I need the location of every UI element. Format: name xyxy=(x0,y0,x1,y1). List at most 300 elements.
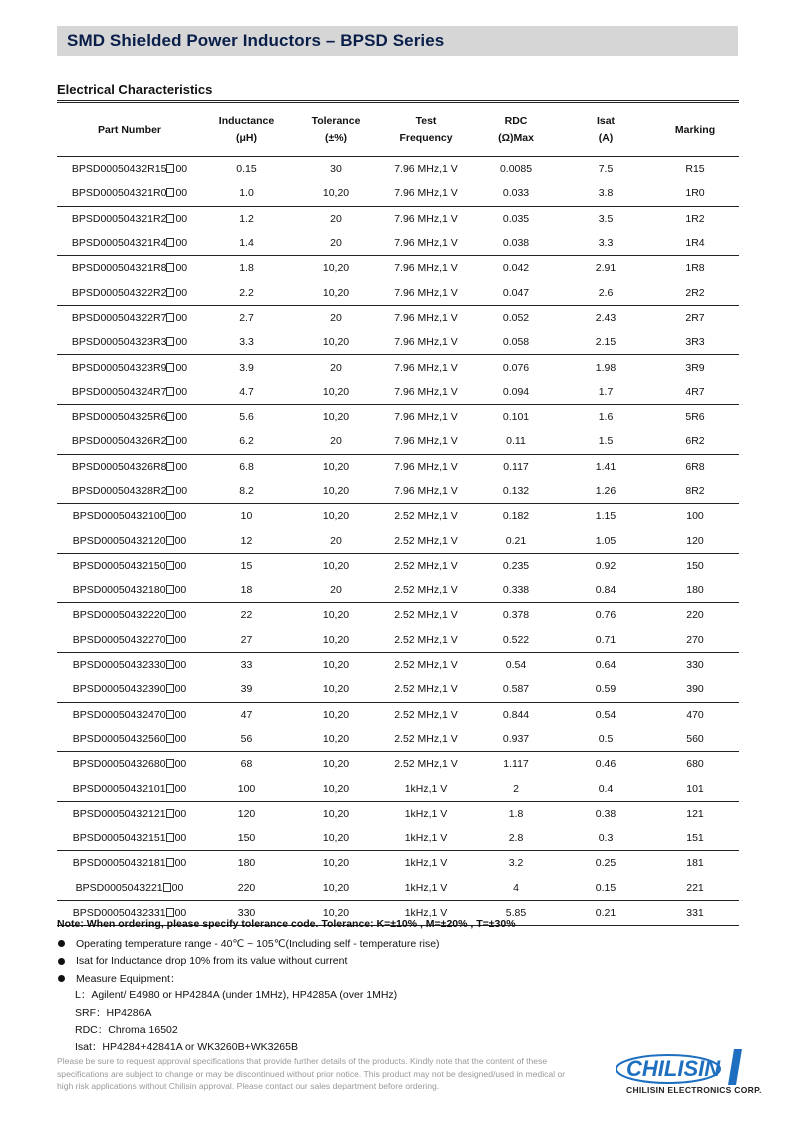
part-number-suffix: 00 xyxy=(175,311,188,324)
table-body xyxy=(57,157,739,926)
part-number-cell xyxy=(57,801,202,826)
tolerance-code-box-icon xyxy=(166,387,174,396)
bullet-dot-icon xyxy=(58,975,65,982)
part-number-prefix: BPSD000504324R7 xyxy=(71,385,167,398)
cell-freq: 2.52 MHz,1 V xyxy=(381,578,471,603)
column-header xyxy=(202,104,291,157)
cell-mark: 331 xyxy=(651,900,739,925)
table-row xyxy=(57,801,739,826)
cell-isat: 0.84 xyxy=(561,578,651,603)
tolerance-code-box-icon xyxy=(166,635,174,644)
cell-freq: 7.96 MHz,1 V xyxy=(394,262,458,275)
tolerance-code-box-icon xyxy=(166,710,174,719)
cell-ind: 56 xyxy=(202,727,291,752)
cell-ind: 180 xyxy=(237,857,256,870)
tolerance-code-box-icon xyxy=(166,858,174,867)
cell-isat: 0.64 xyxy=(595,659,617,672)
cell-freq: 2.52 MHz,1 V xyxy=(394,758,458,771)
cell-ind: 2.2 xyxy=(202,280,291,305)
part-number-suffix: 00 xyxy=(175,385,188,398)
cell-freq: 2.52 MHz,1 V xyxy=(381,727,471,752)
column-header-unit: (±%) xyxy=(324,132,348,144)
cell-ind: 220 xyxy=(202,876,291,901)
part-number-suffix: 00 xyxy=(174,782,187,795)
section-divider xyxy=(57,100,739,103)
section-title: Electrical Characteristics xyxy=(57,82,213,97)
cell-isat: 1.05 xyxy=(561,528,651,553)
column-header xyxy=(651,104,739,157)
part-number-prefix: BPSD00050432100 xyxy=(72,510,166,523)
part-number-prefix: BPSD00050432220 xyxy=(72,609,166,622)
cell-tol: 10,20 xyxy=(291,181,381,206)
cell-rdc: 0.235 xyxy=(502,559,530,572)
cell-freq: 2.52 MHz,1 V xyxy=(394,510,458,523)
part-number-suffix: 00 xyxy=(175,163,188,176)
part-number-cell xyxy=(57,727,202,752)
column-header-label: RDC xyxy=(504,115,528,127)
part-number-prefix: BPSD000504323R9 xyxy=(71,361,167,374)
tolerance-code-box-icon xyxy=(166,313,174,322)
cell-mark: 330 xyxy=(686,659,704,672)
cell-ind: 3.3 xyxy=(202,330,291,355)
cell-rdc: 0.058 xyxy=(471,330,561,355)
table-row xyxy=(57,504,739,529)
cell-tol: 10,20 xyxy=(291,900,381,925)
part-number-prefix: BPSD00050432560 xyxy=(72,732,166,745)
part-number-prefix: BPSD000504321R8 xyxy=(71,262,167,275)
table-row xyxy=(57,876,739,901)
tolerance-code-box-icon xyxy=(166,684,174,693)
table-row xyxy=(57,380,739,405)
part-number-suffix: 00 xyxy=(174,633,187,646)
part-number-suffix: 00 xyxy=(175,237,188,250)
part-number-suffix: 00 xyxy=(175,286,188,299)
cell-rdc: 4 xyxy=(471,876,561,901)
cell-tol: 20 xyxy=(330,361,342,374)
part-number-cell xyxy=(57,206,202,231)
column-header-unit: (μH) xyxy=(236,132,257,144)
cell-tol: 10,20 xyxy=(291,280,381,305)
part-number-suffix: 00 xyxy=(175,460,188,473)
part-number-prefix: BPSD00050432180 xyxy=(72,584,166,597)
cell-mark: 390 xyxy=(651,677,739,702)
cell-rdc: 0.038 xyxy=(471,231,561,256)
part-number-prefix: BPSD000504325R6 xyxy=(71,411,167,424)
tolerance-code-box-icon xyxy=(166,214,174,223)
cell-isat: 3.8 xyxy=(561,181,651,206)
tolerance-code-box-icon xyxy=(166,238,174,247)
cell-rdc: 0.11 xyxy=(471,429,561,454)
part-number-cell xyxy=(57,355,202,380)
cell-tol: 10,20 xyxy=(291,380,381,405)
table-row xyxy=(57,429,739,454)
cell-ind: 3.9 xyxy=(239,361,254,374)
cell-isat: 0.15 xyxy=(561,876,651,901)
part-number-suffix: 00 xyxy=(174,907,187,920)
tolerance-code-box-icon xyxy=(166,734,174,743)
tolerance-code-box-icon xyxy=(166,363,174,372)
table-row xyxy=(57,181,739,206)
cell-rdc: 1.8 xyxy=(508,807,524,820)
column-header-label: Tolerance xyxy=(311,115,361,127)
note-bullet xyxy=(57,970,747,987)
disclaimer-line: Please be sure to request approval specifications that provide further details of the products. Kindly note that the content of these xyxy=(57,1056,548,1066)
cell-ind: 4.7 xyxy=(202,380,291,405)
cell-ind: 47 xyxy=(240,708,253,721)
cell-ind: 39 xyxy=(202,677,291,702)
cell-rdc: 0.035 xyxy=(502,212,530,225)
cell-isat: 0.21 xyxy=(561,900,651,925)
document-title: SMD Shielded Power Inductors – BPSD Series xyxy=(67,31,445,50)
cell-isat: 0.76 xyxy=(595,609,617,622)
cell-mark: 680 xyxy=(686,758,704,771)
part-number-prefix: BPSD00050432390 xyxy=(72,683,166,696)
tolerance-code-box-icon xyxy=(166,833,174,842)
cell-freq: 7.96 MHz,1 V xyxy=(394,163,458,176)
cell-freq: 1kHz,1 V xyxy=(381,876,471,901)
column-header-label: Isat xyxy=(596,115,616,127)
cell-ind: 6.8 xyxy=(239,460,254,473)
table-row xyxy=(57,479,739,504)
part-number-prefix: BPSD00050432330 xyxy=(72,659,166,672)
column-header-unit: (Ω)Max xyxy=(498,132,534,144)
cell-isat: 2.6 xyxy=(561,280,651,305)
part-number-suffix: 00 xyxy=(175,485,188,497)
cell-freq: 7.96 MHz,1 V xyxy=(381,380,471,405)
tolerance-code-box-icon xyxy=(166,263,174,272)
part-number-prefix: BPSD000504326R2 xyxy=(71,435,167,448)
cell-mark: 1R2 xyxy=(685,212,705,225)
part-number-cell xyxy=(57,876,202,901)
part-number-cell xyxy=(57,578,202,603)
tolerance-code-box-icon xyxy=(166,486,174,495)
tolerance-code-box-icon xyxy=(163,883,171,892)
part-number-prefix: BPSD00050432151 xyxy=(72,832,166,845)
cell-isat: 1.7 xyxy=(561,380,651,405)
cell-tol: 10,20 xyxy=(291,876,381,901)
part-number-cell xyxy=(57,851,202,876)
cell-rdc: 5.85 xyxy=(471,900,561,925)
disclaimer-line: high risk applications without Chilisin approval. Please contact our sales department before ordering. xyxy=(57,1081,440,1091)
table-row xyxy=(57,677,739,702)
part-number-prefix: BPSD00050432680 xyxy=(72,758,166,771)
cell-rdc: 0.0085 xyxy=(499,163,533,176)
column-header xyxy=(471,104,561,157)
part-number-suffix: 00 xyxy=(171,881,184,894)
cell-isat: 0.54 xyxy=(595,708,617,721)
table-row xyxy=(57,528,739,553)
column-header-label: Inductance xyxy=(218,115,275,127)
cell-freq: 7.96 MHz,1 V xyxy=(394,212,458,225)
part-number-prefix: BPSD000504321R4 xyxy=(71,237,167,250)
cell-ind: 22 xyxy=(240,609,253,622)
cell-ind: 33 xyxy=(240,659,253,672)
cell-freq: 2.52 MHz,1 V xyxy=(394,708,458,721)
cell-tol: 10,20 xyxy=(322,807,350,820)
cell-freq: 7.96 MHz,1 V xyxy=(381,231,471,256)
cell-rdc: 0.937 xyxy=(471,727,561,752)
cell-mark: 8R2 xyxy=(651,479,739,504)
cell-freq: 1kHz,1 V xyxy=(381,826,471,851)
tolerance-code-box-icon xyxy=(166,784,174,793)
part-number-prefix: BPSD00050432R15 xyxy=(71,163,167,176)
table-row xyxy=(57,355,739,380)
part-number-suffix: 00 xyxy=(175,336,188,349)
cell-mark: 3R9 xyxy=(685,361,705,374)
table-row xyxy=(57,628,739,653)
part-number-cell xyxy=(57,181,202,206)
cell-isat: 0.5 xyxy=(561,727,651,752)
ordering-note: Note: When ordering, please specify tolerance code. Tolerance: K=±10% , M=±20% , T=±30% xyxy=(57,918,516,930)
cell-tol: 10,20 xyxy=(322,460,350,473)
cell-tol: 20 xyxy=(291,528,381,553)
cell-rdc: 0.844 xyxy=(502,708,530,721)
cell-tol: 20 xyxy=(291,429,381,454)
part-number-suffix: 00 xyxy=(175,212,188,225)
cell-mark: 1R8 xyxy=(685,262,705,275)
cell-ind: 8.2 xyxy=(202,479,291,504)
cell-freq: 7.96 MHz,1 V xyxy=(381,429,471,454)
cell-isat: 0.38 xyxy=(595,807,617,820)
company-name: CHILISIN ELECTRONICS CORP. xyxy=(626,1085,762,1095)
cell-tol: 20 xyxy=(330,311,342,324)
cell-freq: 7.96 MHz,1 V xyxy=(394,411,458,424)
cell-rdc: 0.378 xyxy=(502,609,530,622)
part-number-cell xyxy=(57,330,202,355)
cell-freq: 7.96 MHz,1 V xyxy=(381,181,471,206)
part-number-suffix: 00 xyxy=(174,807,187,820)
cell-rdc: 0.052 xyxy=(502,311,530,324)
part-number-prefix: BPSD000504323R3 xyxy=(71,336,167,349)
cell-mark: 150 xyxy=(686,559,704,572)
part-number-suffix: 00 xyxy=(175,435,188,448)
part-number-prefix: BPSD00050432101 xyxy=(72,782,166,795)
column-header xyxy=(57,104,202,157)
cell-tol: 10,20 xyxy=(322,758,350,771)
cell-mark: 4R7 xyxy=(651,380,739,405)
equipment-item: Isat：HP4284+42841A or WK3260B+WK3265B xyxy=(75,1041,298,1054)
disclaimer xyxy=(57,1055,617,1093)
part-number-cell xyxy=(57,454,202,479)
tolerance-code-box-icon xyxy=(166,536,174,545)
cell-mark: 470 xyxy=(686,708,704,721)
part-number-prefix: BPSD00050432331 xyxy=(72,907,166,920)
cell-freq: 7.96 MHz,1 V xyxy=(381,280,471,305)
part-number-cell xyxy=(57,553,202,578)
part-number-cell xyxy=(57,677,202,702)
cell-tol: 20 xyxy=(291,231,381,256)
column-header-unit: (A) xyxy=(598,132,614,144)
part-number-suffix: 00 xyxy=(174,832,187,845)
cell-freq: 1kHz,1 V xyxy=(381,776,471,801)
part-number-cell xyxy=(57,826,202,851)
part-number-cell xyxy=(57,776,202,801)
cell-ind: 150 xyxy=(202,826,291,851)
part-number-suffix: 00 xyxy=(174,534,187,547)
tolerance-code-box-icon xyxy=(166,511,174,520)
cell-isat: 0.3 xyxy=(561,826,651,851)
cell-rdc: 0.522 xyxy=(471,628,561,653)
cell-freq: 7.96 MHz,1 V xyxy=(394,460,458,473)
note-bullet-text: Operating temperature range - 40℃ ~ 105℃(Including self - temperature rise) xyxy=(76,937,440,950)
cell-tol: 10,20 xyxy=(322,411,350,424)
cell-freq: 2.52 MHz,1 V xyxy=(394,559,458,572)
cell-mark: 120 xyxy=(651,528,739,553)
part-number-cell xyxy=(57,479,202,504)
column-header-label: Marking xyxy=(674,123,716,136)
table-row xyxy=(57,553,739,578)
cell-mark: R15 xyxy=(685,163,705,176)
cell-isat: 0.4 xyxy=(561,776,651,801)
part-number-prefix: BPSD00050432121 xyxy=(72,807,166,820)
cell-tol: 10,20 xyxy=(322,708,350,721)
cell-freq: 2.52 MHz,1 V xyxy=(394,609,458,622)
cell-isat: 1.26 xyxy=(561,479,651,504)
cell-mark: 101 xyxy=(651,776,739,801)
cell-tol: 20 xyxy=(291,578,381,603)
note-bullet-text: Measure Equipment： xyxy=(76,972,181,985)
part-number-suffix: 00 xyxy=(174,708,187,721)
part-number-cell xyxy=(57,603,202,628)
tolerance-code-box-icon xyxy=(166,412,174,421)
cell-mark: 1R0 xyxy=(651,181,739,206)
table-row xyxy=(57,330,739,355)
column-header-unit: Frequency xyxy=(399,132,453,144)
cell-isat: 1.6 xyxy=(598,411,614,424)
cell-isat: 0.59 xyxy=(561,677,651,702)
logo-wordmark: CHILISIN xyxy=(626,1056,721,1081)
tolerance-code-box-icon xyxy=(166,188,174,197)
cell-mark: 181 xyxy=(686,857,704,870)
tolerance-code-box-icon xyxy=(166,164,174,173)
cell-rdc: 0.54 xyxy=(505,659,527,672)
part-number-cell xyxy=(57,652,202,677)
cell-ind: 100 xyxy=(202,776,291,801)
cell-mark: 100 xyxy=(686,510,704,523)
cell-rdc: 1.117 xyxy=(503,758,529,771)
cell-isat: 0.92 xyxy=(595,559,617,572)
equipment-item: RDC：Chroma 16502 xyxy=(75,1023,178,1036)
part-number-suffix: 00 xyxy=(174,609,187,622)
cell-mark: 560 xyxy=(651,727,739,752)
cell-mark: 2R2 xyxy=(651,280,739,305)
part-number-cell xyxy=(57,702,202,727)
part-number-prefix: BPSD000504328R2 xyxy=(71,485,167,497)
cell-ind: 1.4 xyxy=(202,231,291,256)
cell-ind: 68 xyxy=(240,758,253,771)
cell-ind: 5.6 xyxy=(239,411,254,424)
part-number-prefix: BPSD00050432270 xyxy=(72,633,166,646)
cell-isat: 1.5 xyxy=(561,429,651,454)
cell-freq: 2.52 MHz,1 V xyxy=(381,628,471,653)
cell-isat: 2.43 xyxy=(595,311,617,324)
cell-tol: 10,20 xyxy=(322,559,350,572)
cell-freq: 2.52 MHz,1 V xyxy=(394,659,458,672)
cell-ind: 12 xyxy=(202,528,291,553)
table-row xyxy=(57,256,739,281)
table-row xyxy=(57,454,739,479)
column-header xyxy=(381,104,471,157)
cell-freq: 2.52 MHz,1 V xyxy=(381,528,471,553)
cell-rdc: 0.047 xyxy=(471,280,561,305)
cell-ind: 1.8 xyxy=(239,262,254,275)
part-number-cell xyxy=(57,504,202,529)
cell-tol: 10,20 xyxy=(322,659,350,672)
cell-tol: 10,20 xyxy=(322,510,350,523)
equipment-item: L：Agilent/ E4980 or HP4284A (under 1MHz), HP4285A (over 1MHz) xyxy=(75,989,398,1002)
tolerance-code-box-icon xyxy=(166,288,174,297)
tolerance-code-box-icon xyxy=(166,585,174,594)
cell-rdc: 2 xyxy=(471,776,561,801)
cell-rdc: 0.101 xyxy=(502,411,530,424)
part-number-cell xyxy=(57,280,202,305)
tolerance-code-box-icon xyxy=(166,759,174,768)
cell-freq: 7.96 MHz,1 V xyxy=(394,361,458,374)
part-number-suffix: 00 xyxy=(174,659,187,672)
cell-ind: 10 xyxy=(240,510,253,523)
part-number-suffix: 00 xyxy=(175,187,188,200)
cell-mark: 270 xyxy=(651,628,739,653)
cell-rdc: 0.117 xyxy=(503,460,529,473)
document-title-bar xyxy=(57,26,738,56)
part-number-suffix: 00 xyxy=(174,683,187,696)
part-number-suffix: 00 xyxy=(174,559,187,572)
column-header xyxy=(561,104,651,157)
part-number-cell xyxy=(57,157,202,182)
tolerance-code-box-icon xyxy=(166,610,174,619)
table-row xyxy=(57,752,739,777)
tolerance-code-box-icon xyxy=(166,436,174,445)
table-row xyxy=(57,231,739,256)
cell-tol: 30 xyxy=(330,163,342,176)
cell-tol: 20 xyxy=(330,212,342,225)
cell-freq: 1kHz,1 V xyxy=(404,857,448,870)
tolerance-code-box-icon xyxy=(166,462,174,471)
table-row xyxy=(57,851,739,876)
cell-isat: 0.46 xyxy=(595,758,617,771)
cell-ind: 120 xyxy=(237,807,256,820)
tolerance-code-box-icon xyxy=(166,809,174,818)
cell-rdc: 0.094 xyxy=(471,380,561,405)
cell-isat: 2.91 xyxy=(595,262,617,275)
cell-ind: 2.7 xyxy=(239,311,254,324)
cell-rdc: 0.132 xyxy=(471,479,561,504)
part-number-prefix: BPSD0005043221 xyxy=(75,881,163,894)
cell-freq: 7.96 MHz,1 V xyxy=(381,479,471,504)
table-row xyxy=(57,206,739,231)
column-header-label: Part Number xyxy=(97,123,161,136)
disclaimer-line: specifications are subject to change or may be discontinued without prior notice. This product may not be designed/used in medical or xyxy=(57,1068,566,1079)
cell-mark: 1R4 xyxy=(651,231,739,256)
cell-mark: 6R8 xyxy=(685,460,705,473)
electrical-characteristics-table xyxy=(57,104,739,926)
cell-ind: 330 xyxy=(202,900,291,925)
cell-mark: 121 xyxy=(686,807,704,820)
cell-rdc: 2.8 xyxy=(471,826,561,851)
bullet-dot-icon xyxy=(58,940,65,947)
column-header xyxy=(291,104,381,157)
part-number-cell xyxy=(57,404,202,429)
cell-freq: 1kHz,1 V xyxy=(381,900,471,925)
part-number-cell xyxy=(57,752,202,777)
cell-ind: 6.2 xyxy=(202,429,291,454)
cell-isat: 0.25 xyxy=(595,857,617,870)
part-number-suffix: 00 xyxy=(174,758,187,771)
equipment-item: SRF：HP4286A xyxy=(75,1006,152,1019)
column-header-label: Test xyxy=(415,115,437,127)
table-row xyxy=(57,280,739,305)
part-number-prefix: BPSD000504326R8 xyxy=(71,460,167,473)
